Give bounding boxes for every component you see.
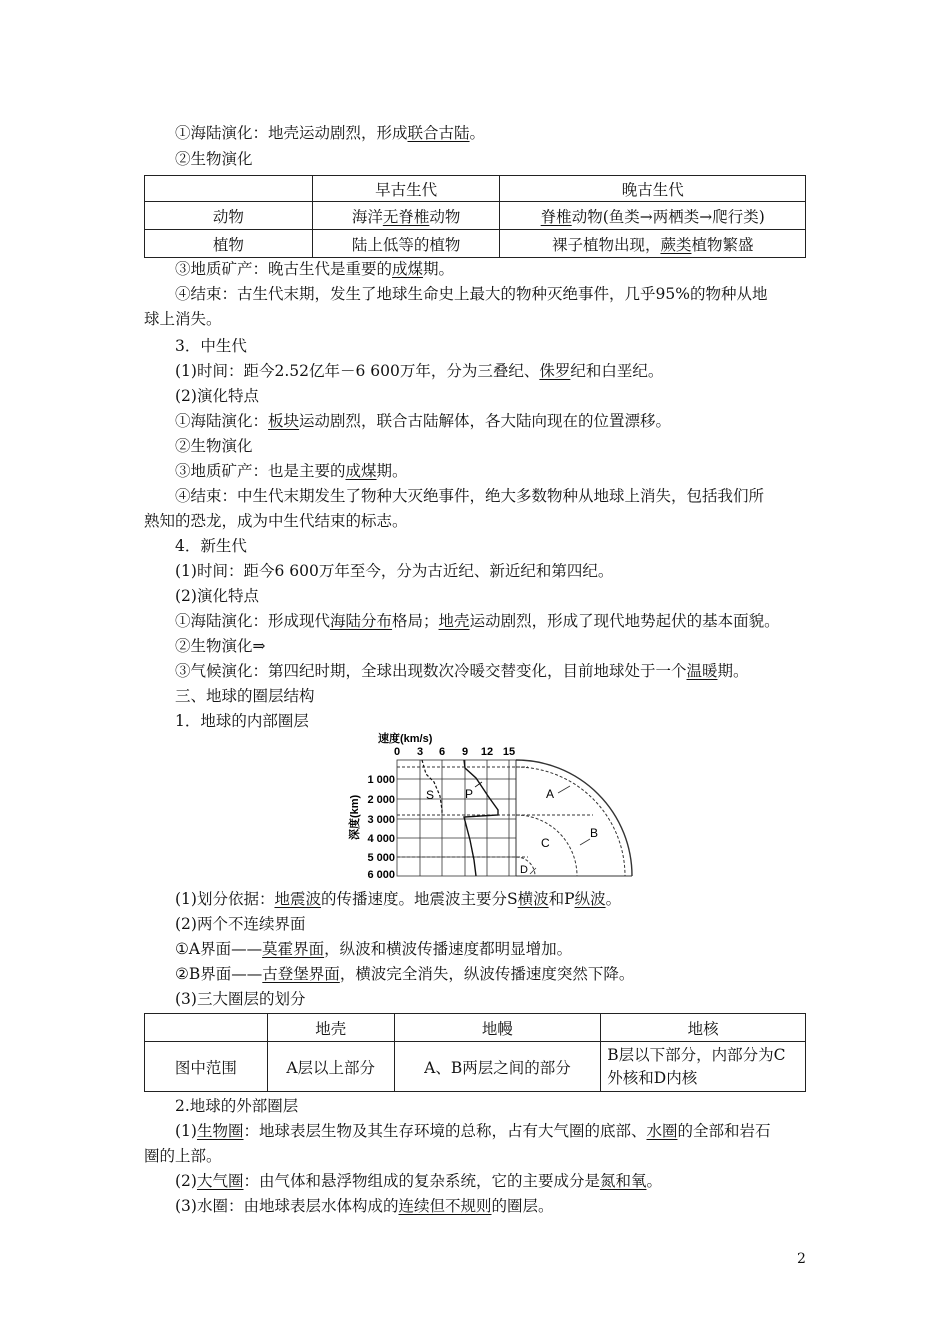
table-cell: A层以上部分	[267, 1042, 394, 1092]
text-line-cenozoic-time: (1)时间：距今6 600万年至今，分为古近纪、新近纪和第四纪。	[175, 562, 614, 580]
depth-tick: 2 000	[367, 794, 395, 806]
text-line-biosphere: (1)生物圈：地球表层生物及其生存环境的总称，占有大气圈的底部、水圈的全部和岩石	[175, 1122, 771, 1140]
depth-tick: 6 000	[367, 869, 395, 881]
speed-grid	[397, 760, 516, 876]
table-cell: 陆上低等的植物	[312, 230, 500, 258]
table-cell: B层以下部分，内部分为C 外核和D内核	[601, 1042, 806, 1092]
table-header-cell	[145, 176, 313, 202]
text-line-bio-evolution: ②生物演化	[175, 150, 253, 168]
speed-tick: 9	[461, 746, 469, 758]
text-line-biosphere-cont: 圈的上部。	[144, 1147, 222, 1165]
table-row-label: 图中范围	[145, 1042, 268, 1092]
text-line-sea-land-evolution: ①海陆演化：地壳运动剧烈，形成联合古陆。	[175, 124, 486, 142]
depth-tick: 1 000	[367, 774, 395, 786]
text-line-gutenberg: ②B界面——古登堡界面，横波完全消失，纵波传播速度突然下降。	[175, 965, 635, 983]
speed-tick: 3	[416, 746, 424, 758]
text-line-minerals: ③地质矿产：晚古生代是重要的成煤期。	[175, 260, 455, 278]
depth-tick: 5 000	[367, 852, 395, 864]
section-heading-inner-layers: 1．地球的内部圈层	[175, 712, 309, 730]
speed-axis-label: 速度(km/s)	[378, 733, 433, 745]
text-line-mesozoic-end: ④结束：中生代末期发生了物种大灭绝事件，绝大多数物种从地球上消失，包括我们所	[175, 487, 765, 505]
section-heading-earth-layers: 三、地球的圈层结构	[175, 687, 315, 705]
table-header-cell: 地核	[601, 1014, 806, 1042]
text-line-mesozoic-time: (1)时间：距今2.52亿年－6 600万年，分为三叠纪、侏罗纪和白垩纪。	[175, 362, 664, 380]
table-cell: A、B两层之间的部分	[394, 1042, 601, 1092]
text-line-cenozoic-climate: ③气候演化：第四纪时期，全球出现数次冷暖交替变化，目前地球处于一个温暖期。	[175, 662, 749, 680]
text-line-extinction: ④结束：古生代末期，发生了地球生命史上最大的物种灭绝事件，几乎95%的物种从地	[175, 285, 768, 303]
moho-arc	[516, 767, 625, 876]
speed-tick: 6	[438, 746, 446, 758]
text-line-mesozoic-sea-land: ①海陆演化：板块运动剧烈，联合古陆解体，各大陆向现在的位置漂移。	[175, 412, 672, 430]
table-row-label: 植物	[145, 230, 313, 258]
text-line-discontinuities: (2)两个不连续界面	[175, 915, 306, 933]
layer-label-d: D	[520, 864, 528, 876]
page-number: 2	[797, 1251, 806, 1267]
table-header-cell: 地幔	[394, 1014, 601, 1042]
speed-tick: 15	[502, 746, 516, 758]
seismic-wave-diagram	[338, 730, 638, 882]
depth-tick: 4 000	[367, 833, 395, 845]
depth-tick: 3 000	[367, 814, 395, 826]
table-header-cell	[145, 1014, 268, 1042]
section-heading-outer-layers: 2.地球的外部圈层	[175, 1097, 299, 1115]
table-header-cell: 晚古生代	[500, 176, 806, 202]
text-line-evolution-features: (2)演化特点	[175, 587, 259, 605]
text-line-extinction-cont: 球上消失。	[144, 310, 222, 328]
text-line-cenozoic-sea-land: ①海陆演化：形成现代海陆分布格局；地壳运动剧烈，形成了现代地势起伏的基本面貌。	[175, 612, 780, 630]
text-line-basis: (1)划分依据：地震波的传播速度。地震波主要分S横波和P纵波。	[175, 890, 622, 908]
table-cell: 海洋无脊椎动物	[312, 202, 500, 230]
text-line-mesozoic-end-cont: 熟知的恐龙，成为中生代结束的标志。	[144, 512, 408, 530]
p-wave-label: P	[465, 787, 474, 801]
depth-axis-label: 深度(km)	[349, 794, 361, 840]
table-header-cell: 早古生代	[312, 176, 500, 202]
s-wave-label: S	[426, 788, 435, 802]
table-cell: 脊椎动物(鱼类→两栖类→爬行类)	[500, 202, 806, 230]
table-row-label: 动物	[145, 202, 313, 230]
text-line-hydrosphere: (3)水圈：由地球表层水体构成的连续但不规则的圈层。	[175, 1197, 554, 1215]
speed-tick: 12	[480, 746, 494, 758]
layer-label-a: A	[546, 787, 555, 801]
text-line-moho: ①A界面——莫霍界面，纵波和横波传播速度都明显增加。	[175, 940, 573, 958]
table-cell: 裸子植物出现，蕨类植物繁盛	[500, 230, 806, 258]
section-heading-mesozoic: 3．中生代	[175, 337, 247, 355]
text-line-three-layers: (3)三大圈层的划分	[175, 990, 306, 1008]
text-line-cenozoic-bio: ②生物演化⇒	[175, 637, 266, 655]
text-line-evolution-features: (2)演化特点	[175, 387, 259, 405]
text-line-mesozoic-minerals: ③地质矿产：也是主要的成煤期。	[175, 462, 408, 480]
section-heading-cenozoic: 4．新生代	[175, 537, 247, 555]
earth-layers-table	[144, 1013, 806, 1092]
speed-tick: 0	[393, 746, 401, 758]
layer-label-b: B	[590, 826, 599, 840]
text-line-bio-evolution: ②生物演化	[175, 437, 253, 455]
p-wave-curve	[464, 760, 498, 876]
paleozoic-table	[144, 175, 806, 258]
text-line-atmosphere: (2)大气圈：由气体和悬浮物组成的复杂系统，它的主要成分是氮和氧。	[175, 1172, 663, 1190]
table-header-cell: 地壳	[267, 1014, 394, 1042]
layer-label-c: C	[541, 836, 550, 850]
